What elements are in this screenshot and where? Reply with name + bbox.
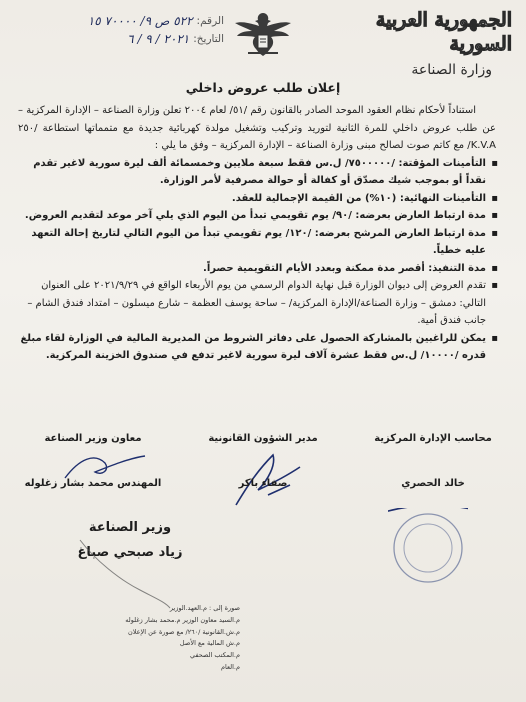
minister-name: زياد صبحي صباغ <box>77 545 183 560</box>
minister-signature <box>70 520 180 610</box>
minister-title: وزير الصناعة <box>88 520 172 535</box>
list-item: ▪ يمكن للراغبين بالمشاركة الحصول على دفاتر الشروط من المديرية المالية في الوزارة لقاء مبلغ قدره /١٠٠٠٠/ ل.س فقط عشرة آلاف ليرة سورية لاغير تدفع في صندوق الخزينة المركزية. <box>18 330 496 365</box>
eagle-emblem-icon <box>232 9 294 59</box>
copy-line: م.العام <box>220 662 240 671</box>
list-item: ▪ التأمينات النهائية: (١٠%) من القيمة الإجمالية للعقد. <box>18 190 496 208</box>
copy-line: م.ش المالية مع الأصل <box>179 639 240 648</box>
list-item: ▪ تقدم العروض إلى ديوان الوزارة قبل نهاية الدوام الرسمي من يوم الأربعاء الواقع في ٢٠٢١/٩/٢٩ على العنوان التالي: دمشق – وزارة الصناعة/الإدارة المركزية/ – ساحة يوسف العظمة – شارع ميسلون – امتداد فندق الشام – جانب فندق أمية. <box>18 277 496 330</box>
reference-number: الرقم: ٥٢٢ ص ٩/ ٧٠٠٠٠ ١٥ <box>87 14 224 28</box>
list-item: ▪ مدة ارتباط العارض بعرضه: /٩٠/ يوم تقويمي تبدأ من اليوم الذي يلي آخر موعد لتقديم العروض. <box>18 207 496 225</box>
signature-name: خالد الحصري <box>401 478 465 489</box>
signature-title: مدير الشؤون القانونية <box>208 433 318 444</box>
list-item: ▪ مدة ارتباط العارض المرشح بعرضه: /١٢٠/ يوم تقويمي تبدأ من اليوم التالي لتاريخ إحالة التعهد عليه خطياً. <box>18 225 496 260</box>
reference-date: التاريخ: ٢٠٢١ / ٩ / ٦ <box>127 32 224 46</box>
intro-paragraph: استناداً لأحكام نظام العقود الموحد الصادر بالقانون رقم /٥١/ لعام ٢٠٠٤ تعلن وزارة الصناعة – الإدارة المركزية – عن طلب عروض داخلي للمرة الثانية لتوريد وتركيب وتشغيل مولدة كهربائية جديدة مع متمماتها استطاعة /٢٥٠ K.V.A/ مع كاتم صوت لصالح مبنى وزارة الصناعة – الإدارة المركزية – وفق ما يلي : <box>18 105 496 151</box>
signature-titles <box>18 433 508 444</box>
signature-name: صفاء باكر <box>238 478 288 489</box>
copy-line: صورة إلى : م.العهد.الوزير <box>169 604 240 612</box>
announcement-body <box>18 102 496 365</box>
copies-list <box>40 603 240 674</box>
ministry-name: وزارة الصناعة <box>411 62 492 78</box>
republic-name: الجمهورية العربية السورية <box>375 9 512 55</box>
conditions-list <box>18 155 496 365</box>
copy-line: م.السيد معاون الوزير م.محمد بشار زغلوله <box>125 615 240 624</box>
signature-names <box>18 478 508 489</box>
page-title: إعلان طلب عروض داخلي <box>185 80 341 95</box>
signature-title: معاون وزير الصناعة <box>44 433 142 444</box>
signature-title: محاسب الإدارة المركزية <box>374 433 492 444</box>
official-stamp-icon <box>388 508 468 588</box>
list-item: ▪ التأمينات المؤقتة: /٧٥٠٠٠٠٠/ ل.س فقط سبعة ملايين وخمسمائة ألف ليرة سورية لاغير تقدم نقداً أو بموجب شيك مصدّق أو كفالة أو حوالة مصرفية لأمر الوزارة. <box>18 155 496 190</box>
signature-name: المهندس محمد بشار زغلوله <box>24 478 162 489</box>
letterhead <box>340 8 512 78</box>
copy-line: م.ش.القانونية /٢٦٠/ مع صورة عن الإعلان <box>128 627 240 636</box>
copy-line: م.المكتب الصحفي <box>190 651 240 660</box>
reference-block <box>14 12 224 48</box>
list-item: ▪ مدة التنفيذ: أقصر مدة ممكنة وبعدد الأيام التقويمية حصراً. <box>18 260 496 278</box>
